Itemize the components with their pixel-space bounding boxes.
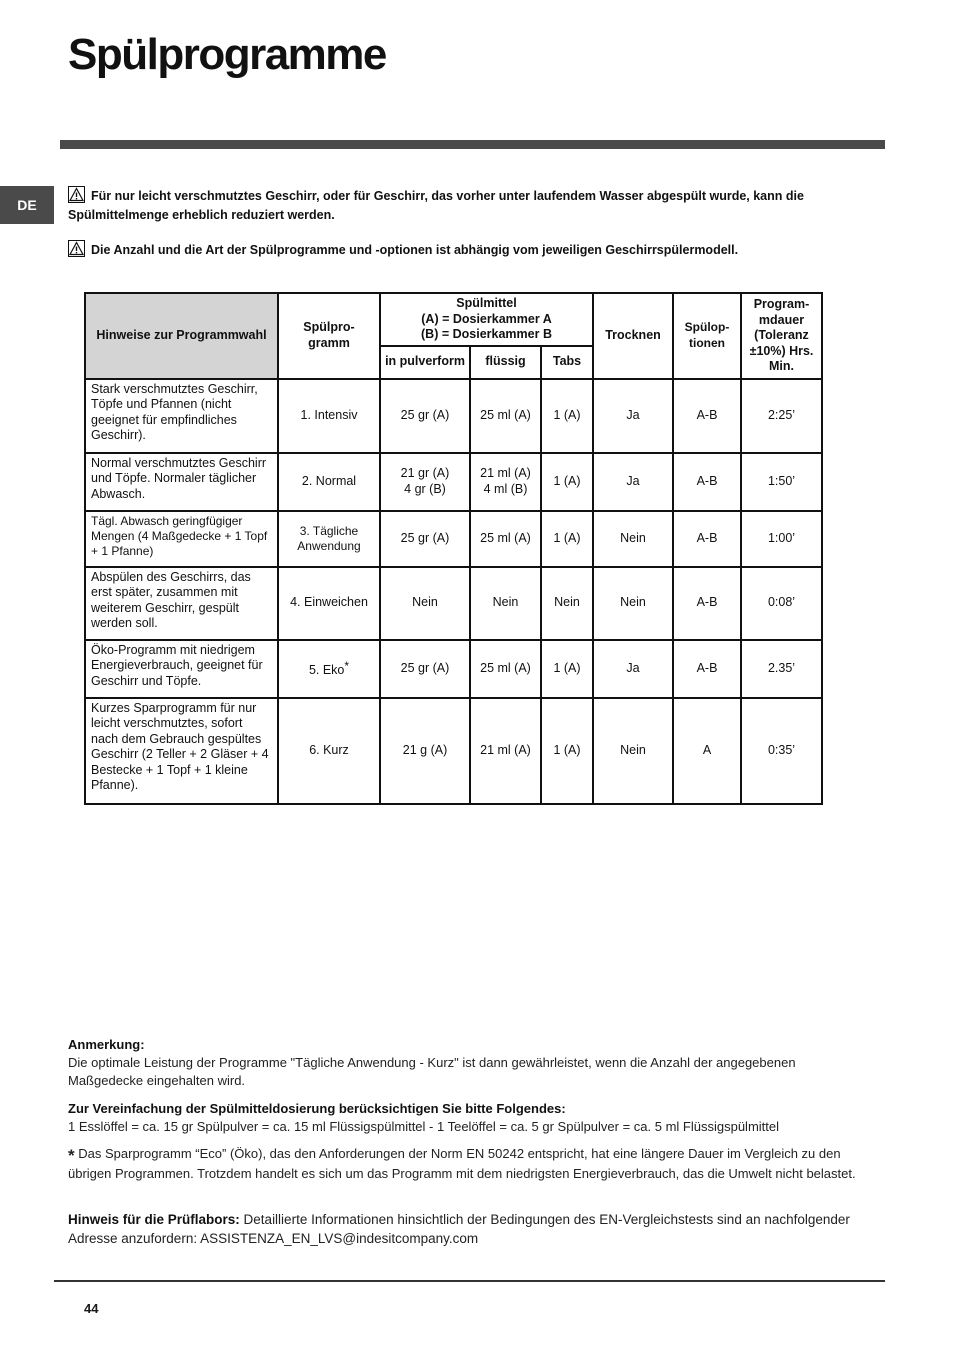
dosage-title: Zur Vereinfachung der Spülmitteldosierung berücksichtigen Sie bitte Folgendes: — [68, 1101, 566, 1116]
powder-a: 21 gr (A) — [400, 466, 450, 480]
table-row — [85, 640, 822, 698]
anmerkung-title: Anmerkung: — [68, 1037, 145, 1052]
note-text: Die Anzahl und die Art der Spülprogramme und -optionen ist abhängig vom jeweiligen Geschirrspülermodell. — [91, 243, 739, 257]
row-options: A-B — [673, 453, 741, 511]
row-powder — [380, 453, 470, 511]
row-liquid: 25 ml (A) — [470, 379, 541, 453]
dosage-text: 1 Esslöffel = ca. 15 gr Spülpulver = ca. 15 ml Flüssigspülmittel - 1 Teelöffel = ca. 5 gr Spülpulver = ca. 5 ml Flüssigspülmittel — [68, 1119, 780, 1134]
row-duration: 1:00’ — [741, 511, 822, 567]
table-row — [85, 379, 822, 453]
note-model-dependent — [68, 240, 848, 260]
header-options: Spülop- tionen — [673, 293, 741, 379]
footnote-mark: * — [68, 1146, 75, 1165]
footer-rule — [54, 1280, 885, 1282]
powder-b: 4 gr (B) — [404, 481, 446, 496]
page-title: Spülprogramme — [68, 30, 386, 79]
row-hint: Kurzes Sparprogramm für nur leicht verschmutztes, sofort nach dem Gebrauch gespültes Geschirr (2 Teller + 2 Gläser + 4 Bestecke + 1 Topf + 1 kleine Pfanne). — [85, 698, 278, 804]
note-eco-footnote — [68, 1145, 873, 1183]
row-tabs: 1 (A) — [541, 698, 593, 804]
table-row — [85, 453, 822, 511]
row-hint: Öko-Programm mit niedrigem Energieverbrauch, geeignet für Geschirr und Töpfe. — [85, 640, 278, 698]
row-tabs: 1 (A) — [541, 511, 593, 567]
note-anmerkung — [68, 1036, 873, 1090]
row-options: A-B — [673, 511, 741, 567]
row-options: A-B — [673, 640, 741, 698]
row-liquid: 21 ml (A) — [470, 698, 541, 804]
row-powder: 21 g (A) — [380, 698, 470, 804]
header-detergent-title: Spülmittel — [456, 296, 517, 310]
header-duration: Program- mdauer (Toleranz ±10%) Hrs. Min. — [741, 293, 822, 379]
header-powder: in pulverform — [380, 346, 470, 379]
warning-icon — [68, 240, 85, 257]
warning-icon — [68, 186, 85, 203]
row-drying: Nein — [593, 698, 673, 804]
header-liquid: flüssig — [470, 346, 541, 379]
note-dosage — [68, 1100, 873, 1136]
test-labs-title: Hinweis für die Prüflabors: — [68, 1212, 240, 1227]
table-row — [85, 511, 822, 567]
header-drying: Trocknen — [593, 293, 673, 379]
language-tab: DE — [0, 186, 54, 224]
note-reduce-detergent — [68, 186, 828, 225]
row-liquid: Nein — [470, 567, 541, 640]
row-options: A — [673, 698, 741, 804]
row-hint: Normal verschmutztes Geschirr und Töpfe. Normaler täglicher Abwasch. — [85, 453, 278, 511]
row-drying: Ja — [593, 453, 673, 511]
row-hint: Abspülen des Geschirrs, das erst später, zusammen mit weiterem Geschirr, gespült werden soll. — [85, 567, 278, 640]
row-drying: Nein — [593, 511, 673, 567]
note-test-labs — [68, 1210, 873, 1248]
table-row — [85, 567, 822, 640]
header-detergent-b: (B) = Dosierkammer B — [421, 327, 552, 341]
row-powder: Nein — [380, 567, 470, 640]
row-duration: 2:25’ — [741, 379, 822, 453]
row-program: 3. Tägliche Anwendung — [278, 511, 380, 567]
row-liquid: 25 ml (A) — [470, 511, 541, 567]
row-program: 2. Normal — [278, 453, 380, 511]
row-hint: Tägl. Abwasch geringfügiger Mengen (4 Maßgedecke + 1 Topf + 1 Pfanne) — [85, 511, 278, 567]
header-detergent-a: (A) = Dosierkammer A — [421, 311, 552, 326]
header-hint: Hinweise zur Programmwahl — [85, 293, 278, 379]
row-drying: Nein — [593, 567, 673, 640]
table-row — [85, 698, 822, 804]
footnote-mark: * — [344, 658, 350, 673]
note-text: Für nur leicht verschmutztes Geschirr, oder für Geschirr, das vorher unter laufendem Wasser abgespült wurde, kann die Spülmittelmenge erheblich reduziert werden. — [68, 189, 804, 222]
page-number: 44 — [84, 1301, 99, 1316]
header-rule — [60, 140, 885, 149]
row-liquid: 25 ml (A) — [470, 640, 541, 698]
row-powder: 25 gr (A) — [380, 511, 470, 567]
row-options: A-B — [673, 379, 741, 453]
row-drying: Ja — [593, 640, 673, 698]
row-program — [278, 640, 380, 698]
header-tabs: Tabs — [541, 346, 593, 379]
header-detergent — [380, 293, 593, 346]
row-tabs: Nein — [541, 567, 593, 640]
liquid-b: 4 ml (B) — [483, 481, 528, 496]
row-drying: Ja — [593, 379, 673, 453]
row-tabs: 1 (A) — [541, 379, 593, 453]
row-powder: 25 gr (A) — [380, 379, 470, 453]
header-program: Spülpro- gramm — [278, 293, 380, 379]
liquid-a: 21 ml (A) — [480, 466, 531, 480]
row-duration: 0:08’ — [741, 567, 822, 640]
row-tabs: 1 (A) — [541, 640, 593, 698]
row-tabs: 1 (A) — [541, 453, 593, 511]
row-powder: 25 gr (A) — [380, 640, 470, 698]
program-name: 5. Eko — [308, 662, 345, 677]
row-program: 6. Kurz — [278, 698, 380, 804]
row-hint: Stark verschmutztes Geschirr, Töpfe und Pfannen (nicht geeignet für empfindliches Geschirr). — [85, 379, 278, 453]
test-labs-text: Detaillierte Informationen hinsichtlich der Bedingungen des EN-Vergleichstests sind an nachfolgender Adresse anzufordern: ASSISTENZA_EN_LVS@indesitcompany.com — [68, 1212, 850, 1246]
program-table — [84, 292, 823, 805]
row-duration: 2.35’ — [741, 640, 822, 698]
eco-footnote-text: Das Sparprogramm “Eco” (Öko), das den Anforderungen der Norm EN 50242 entspricht, hat eine längere Dauer im Vergleich zu den übrigen Programmen. Trotzdem handelt es sich um das Programm mit dem niedrigsten Energieverbrauch, das die Umwelt nicht belastet. — [68, 1146, 856, 1181]
row-duration: 0:35’ — [741, 698, 822, 804]
row-liquid — [470, 453, 541, 511]
row-options: A-B — [673, 567, 741, 640]
row-program: 1. Intensiv — [278, 379, 380, 453]
row-program: 4. Einweichen — [278, 567, 380, 640]
anmerkung-text: Die optimale Leistung der Programme "Tägliche Anwendung - Kurz" ist dann gewährleistet, wenn die Anzahl der angegebenen Maßgedecke eingehalten wird. — [68, 1055, 796, 1088]
row-duration: 1:50’ — [741, 453, 822, 511]
